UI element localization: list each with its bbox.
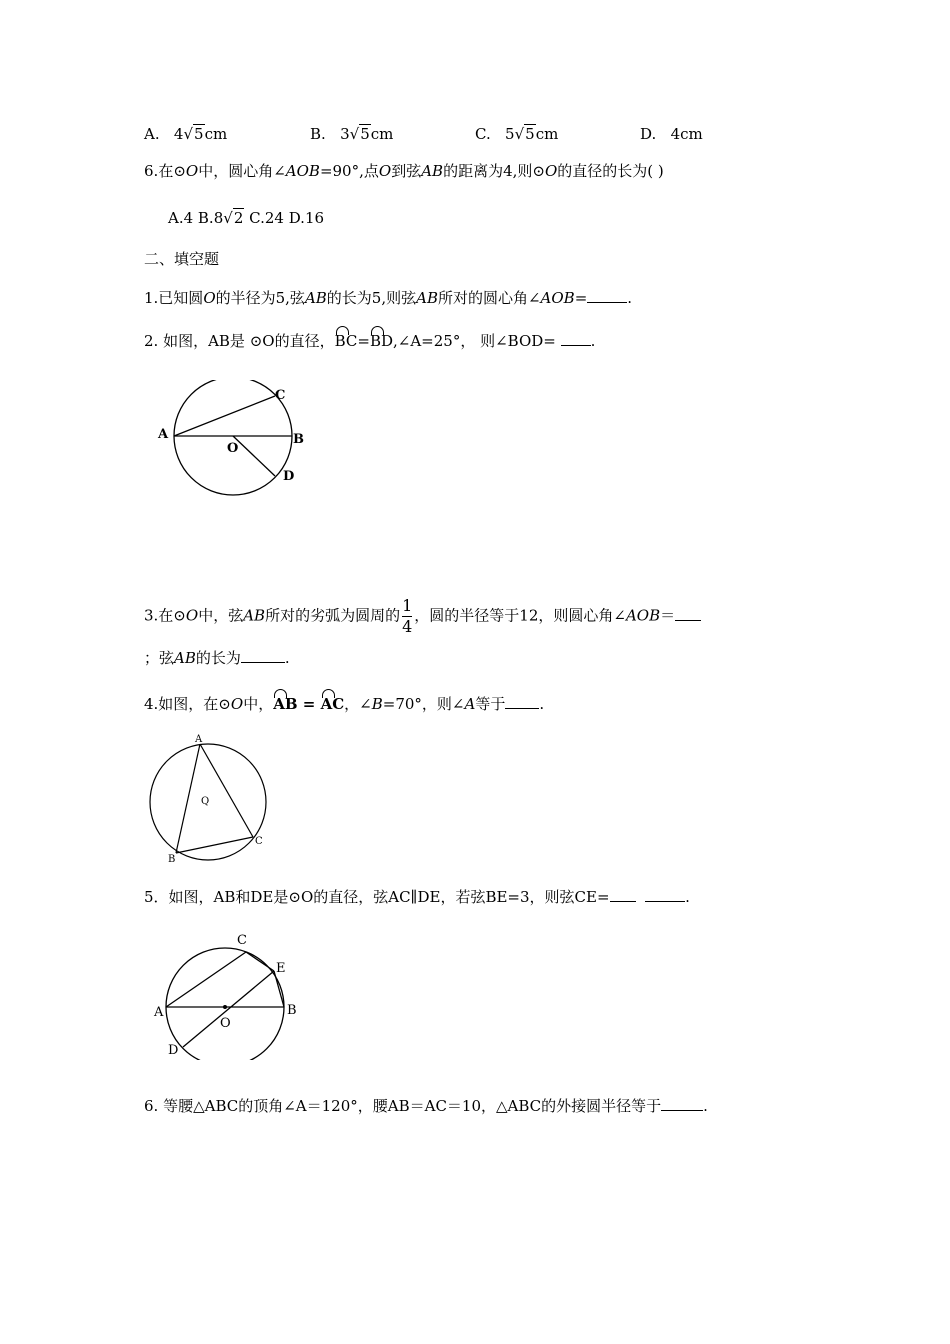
- text: =70°，则∠: [382, 695, 465, 713]
- fill-question-1: [144, 288, 632, 308]
- text: 的长为5,则弦: [326, 289, 417, 307]
- option-b: [310, 124, 393, 144]
- point-label-b: B: [293, 432, 304, 447]
- arc-bc: BC: [334, 332, 358, 350]
- text: ,∠A=25°， 则∠BOD=: [393, 332, 561, 350]
- chord-be: [274, 971, 284, 1007]
- fill-question-4: [144, 694, 544, 714]
- chord-ce: [246, 952, 274, 971]
- option-d-value: 4cm: [670, 125, 703, 143]
- option-b-unit: cm: [370, 125, 394, 143]
- answer-blank[interactable]: [505, 694, 539, 709]
- text: 所对的劣弧为圆周的: [265, 606, 401, 625]
- sqrt-symbol: √5: [349, 125, 370, 143]
- circle-figure-1: [150, 380, 330, 500]
- text: =: [357, 332, 370, 350]
- text: .: [703, 1097, 708, 1115]
- text: 5．如图，AB和DE是⊙O的直径，弦AC∥DE，若弦BE=3，则弦CE=: [144, 888, 610, 906]
- circle-figure-2: [145, 732, 285, 867]
- variable: AB: [416, 289, 438, 307]
- variable: O: [544, 162, 558, 180]
- text: 的距离为4,则⊙: [443, 162, 545, 180]
- text: =: [297, 695, 321, 713]
- sqrt-symbol: √5: [183, 125, 204, 143]
- options-text: A.4 B.8: [168, 209, 224, 227]
- fill-question-6: [144, 1096, 708, 1116]
- answer-blank[interactable]: [661, 1096, 703, 1111]
- fill-question-5: [144, 887, 690, 907]
- option-c-label: C.: [475, 125, 491, 143]
- point-label-b: B: [287, 1003, 297, 1018]
- text: 的直径的长为( ): [557, 162, 664, 180]
- option-d: [640, 124, 703, 144]
- question-6-options: [168, 208, 324, 228]
- text: .: [590, 332, 596, 350]
- text: 中，弦: [198, 606, 244, 625]
- text: 6. 等腰△ABC的顶角∠A＝120°，腰AB＝AC＝10，△ABC的外接圆半径等于: [144, 1097, 662, 1115]
- fill-question-3-line2: [144, 648, 290, 668]
- point-label-c: C: [255, 836, 263, 847]
- option-c: [475, 124, 558, 144]
- option-b-radicand: 5: [360, 125, 370, 143]
- variable: O: [230, 695, 244, 713]
- point-label-b: B: [168, 854, 176, 865]
- chord-ab: [176, 744, 200, 853]
- text: =90°,点: [319, 162, 379, 180]
- variable: AOB: [285, 162, 320, 180]
- point-label-o: O: [227, 441, 239, 456]
- center-point: [223, 1005, 227, 1009]
- option-b-coefficient: 3: [340, 125, 350, 143]
- point-label-a: A: [158, 427, 169, 442]
- variable: O: [185, 162, 199, 180]
- option-a-label: A.: [144, 125, 160, 143]
- variable: B: [371, 695, 383, 713]
- denominator: 4: [402, 617, 413, 636]
- chord-bc: [176, 837, 253, 853]
- answer-blank[interactable]: [610, 887, 636, 902]
- option-a-coefficient: 4: [173, 125, 184, 143]
- variable: O: [185, 606, 199, 625]
- radicand: 2: [233, 209, 244, 227]
- variable: AB: [243, 606, 266, 625]
- variable: AB: [304, 289, 327, 307]
- variable: O: [378, 162, 392, 180]
- variable: AB: [421, 162, 444, 180]
- arc-ab: AB: [273, 695, 298, 713]
- text: .: [284, 649, 290, 667]
- variable: A: [464, 695, 476, 713]
- diameter-de: [183, 971, 274, 1047]
- fill-question-3: [144, 596, 701, 637]
- question-6: [144, 161, 664, 181]
- text: ；弦: [144, 649, 175, 667]
- point-label-a: A: [195, 734, 203, 745]
- text: 的半径为5,弦: [215, 289, 305, 307]
- text: 到弦: [391, 162, 422, 180]
- arc-bd: BD: [369, 332, 393, 350]
- point-label-d: D: [283, 469, 295, 484]
- radius-od: [233, 436, 275, 476]
- answer-blank[interactable]: [561, 331, 591, 346]
- option-c-coefficient: 5: [505, 125, 515, 143]
- fill-question-2: [144, 331, 595, 351]
- text: =: [574, 289, 588, 307]
- variable: AOB: [625, 606, 661, 625]
- point-label-c: C: [275, 388, 286, 403]
- text: 3.在⊙: [144, 606, 186, 625]
- answer-blank[interactable]: [675, 606, 701, 621]
- point-label-c: C: [237, 933, 247, 948]
- option-d-label: D.: [640, 125, 657, 143]
- text: 4.如图，在⊙: [144, 695, 231, 713]
- point-label-d: D: [168, 1043, 179, 1058]
- text: .: [627, 289, 633, 307]
- text: .: [539, 695, 545, 713]
- text: 等于: [475, 695, 506, 713]
- text: 中，圆心角∠: [198, 162, 286, 180]
- option-c-radicand: 5: [525, 125, 535, 143]
- circle-figure-3: [150, 930, 300, 1060]
- variable: AOB: [540, 289, 575, 307]
- circle: [166, 948, 284, 1060]
- point-label-e: E: [276, 961, 286, 976]
- variable: AB: [174, 649, 196, 667]
- section-title: 二、填空题: [144, 250, 220, 268]
- numerator: 1: [402, 596, 413, 615]
- text: ＝: [660, 606, 676, 625]
- answer-blank[interactable]: [587, 288, 627, 303]
- option-a: [144, 124, 227, 144]
- options-text: C.24 D.16: [244, 209, 325, 227]
- point-label-a: A: [154, 1005, 164, 1020]
- question-number: 6.: [144, 162, 159, 180]
- text: 的长为: [195, 649, 241, 667]
- text: ，圆的半径等于12，则圆心角∠: [414, 606, 626, 625]
- option-a-unit: cm: [204, 125, 228, 143]
- point-label-o: Q: [201, 796, 210, 807]
- text: 所对的圆心角∠: [437, 289, 541, 307]
- sqrt-symbol: √5: [514, 125, 535, 143]
- option-c-unit: cm: [535, 125, 559, 143]
- text: ，∠: [344, 695, 372, 713]
- point-label-o: O: [220, 1016, 231, 1031]
- sqrt-symbol: √2: [223, 209, 244, 227]
- answer-blank[interactable]: [645, 887, 685, 902]
- chord-ac: [174, 396, 275, 436]
- chord-ac: [166, 952, 246, 1007]
- text: 1.已知圆: [144, 289, 204, 307]
- fraction: [402, 596, 412, 637]
- option-b-label: B.: [310, 125, 326, 143]
- text: 2. 如图，AB是 ⊙O的直径，: [144, 332, 335, 350]
- text: 在⊙: [158, 162, 186, 180]
- text: 中，: [243, 695, 274, 713]
- answer-blank[interactable]: [241, 648, 285, 663]
- option-a-radicand: 5: [194, 125, 204, 143]
- text: .: [685, 888, 690, 906]
- arc-ac: AC: [320, 695, 345, 713]
- variable: O: [203, 289, 216, 307]
